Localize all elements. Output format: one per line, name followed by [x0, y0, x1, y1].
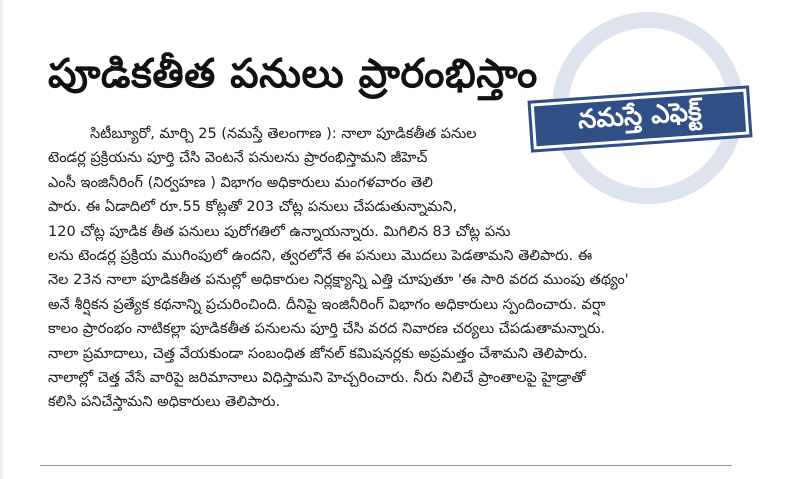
bottom-divider [40, 465, 732, 466]
article-line: నాలాల్లో చెత్త వేసే వారిపై జరిమానాలు విధిస్తామని హెచ్చరించారు. నీరు నిలిచే ప్రాంతాలపై హైడ్రాతో [48, 369, 586, 386]
article-line: 120 చోట్ల పూడిక తీత పనులు పురోగతిలో ఉన్నాయన్నారు. మిగిలిన 83 చోట్ల పను [48, 223, 511, 240]
stamp-text: నమస్తే ఎఫెక్ట్ [577, 96, 703, 136]
page-edge [0, 0, 4, 479]
article-line: సిటీబ్యూరో, మార్చి 25 (నమస్తే తెలంగాణ ): నాలా పూడికతీత పనుల [90, 126, 477, 142]
article-line: ఎంసీ ఇంజినీరింగ్ (నిర్వహణ ) విభాగం అధికారులు మంగళవారం తెలి [48, 174, 433, 191]
article-line: కలిసి పనిచేస్తామని అధికారులు తెలిపారు. [48, 394, 281, 411]
article-line: నాలా ప్రమాదాలు, చెత్త వేయకుండా సంబంధిత జోనల్ కమిషనర్లకు అప్రమత్తం చేశామని తెలిపారు. [48, 345, 588, 362]
article-line: పారు. ఈ ఏడాదిలో రూ.55 కోట్లతో 203 చోట్ల పనులు చేపడుతున్నామని, [48, 199, 458, 216]
article-headline: పూడికతీత పనులు ప్రారంభిస్తాం [48, 51, 538, 97]
article-line: టెండర్ల ప్రక్రియను పూర్తి చేసి వెంటనే పనులను ప్రారంభిస్తామని జీహెచ్ [48, 150, 428, 167]
article-line: లను టెండర్ల ప్రక్రియ ముగింపులో ఉందని, త్వరలోనే ఈ పనులు మొదలు పెడతామని తెలిపారు. ఈ [48, 247, 593, 264]
article-body [48, 122, 748, 415]
article-line: కాలం ప్రారంభం నాటికల్లా పూడికతీత పనులను పూర్తి చేసి వరద నివారణ చర్యలు చేపడుతామన్నారు. [48, 321, 606, 338]
article-line: నెల 23న నాలా పూడికతీత పనుల్లో అధికారుల నిర్లక్ష్యాన్ని ఎత్తి చూపుతూ 'ఈ సారి వరద ముంపు తథ్యం' [48, 272, 629, 289]
article-line: అనే శీర్షికన ప్రత్యేక కథనాన్ని ప్రచురించింది. దీనిపై ఇంజినీరింగ్ విభాగం అధికారులు స్పందించారు. వర్షా [48, 296, 606, 313]
